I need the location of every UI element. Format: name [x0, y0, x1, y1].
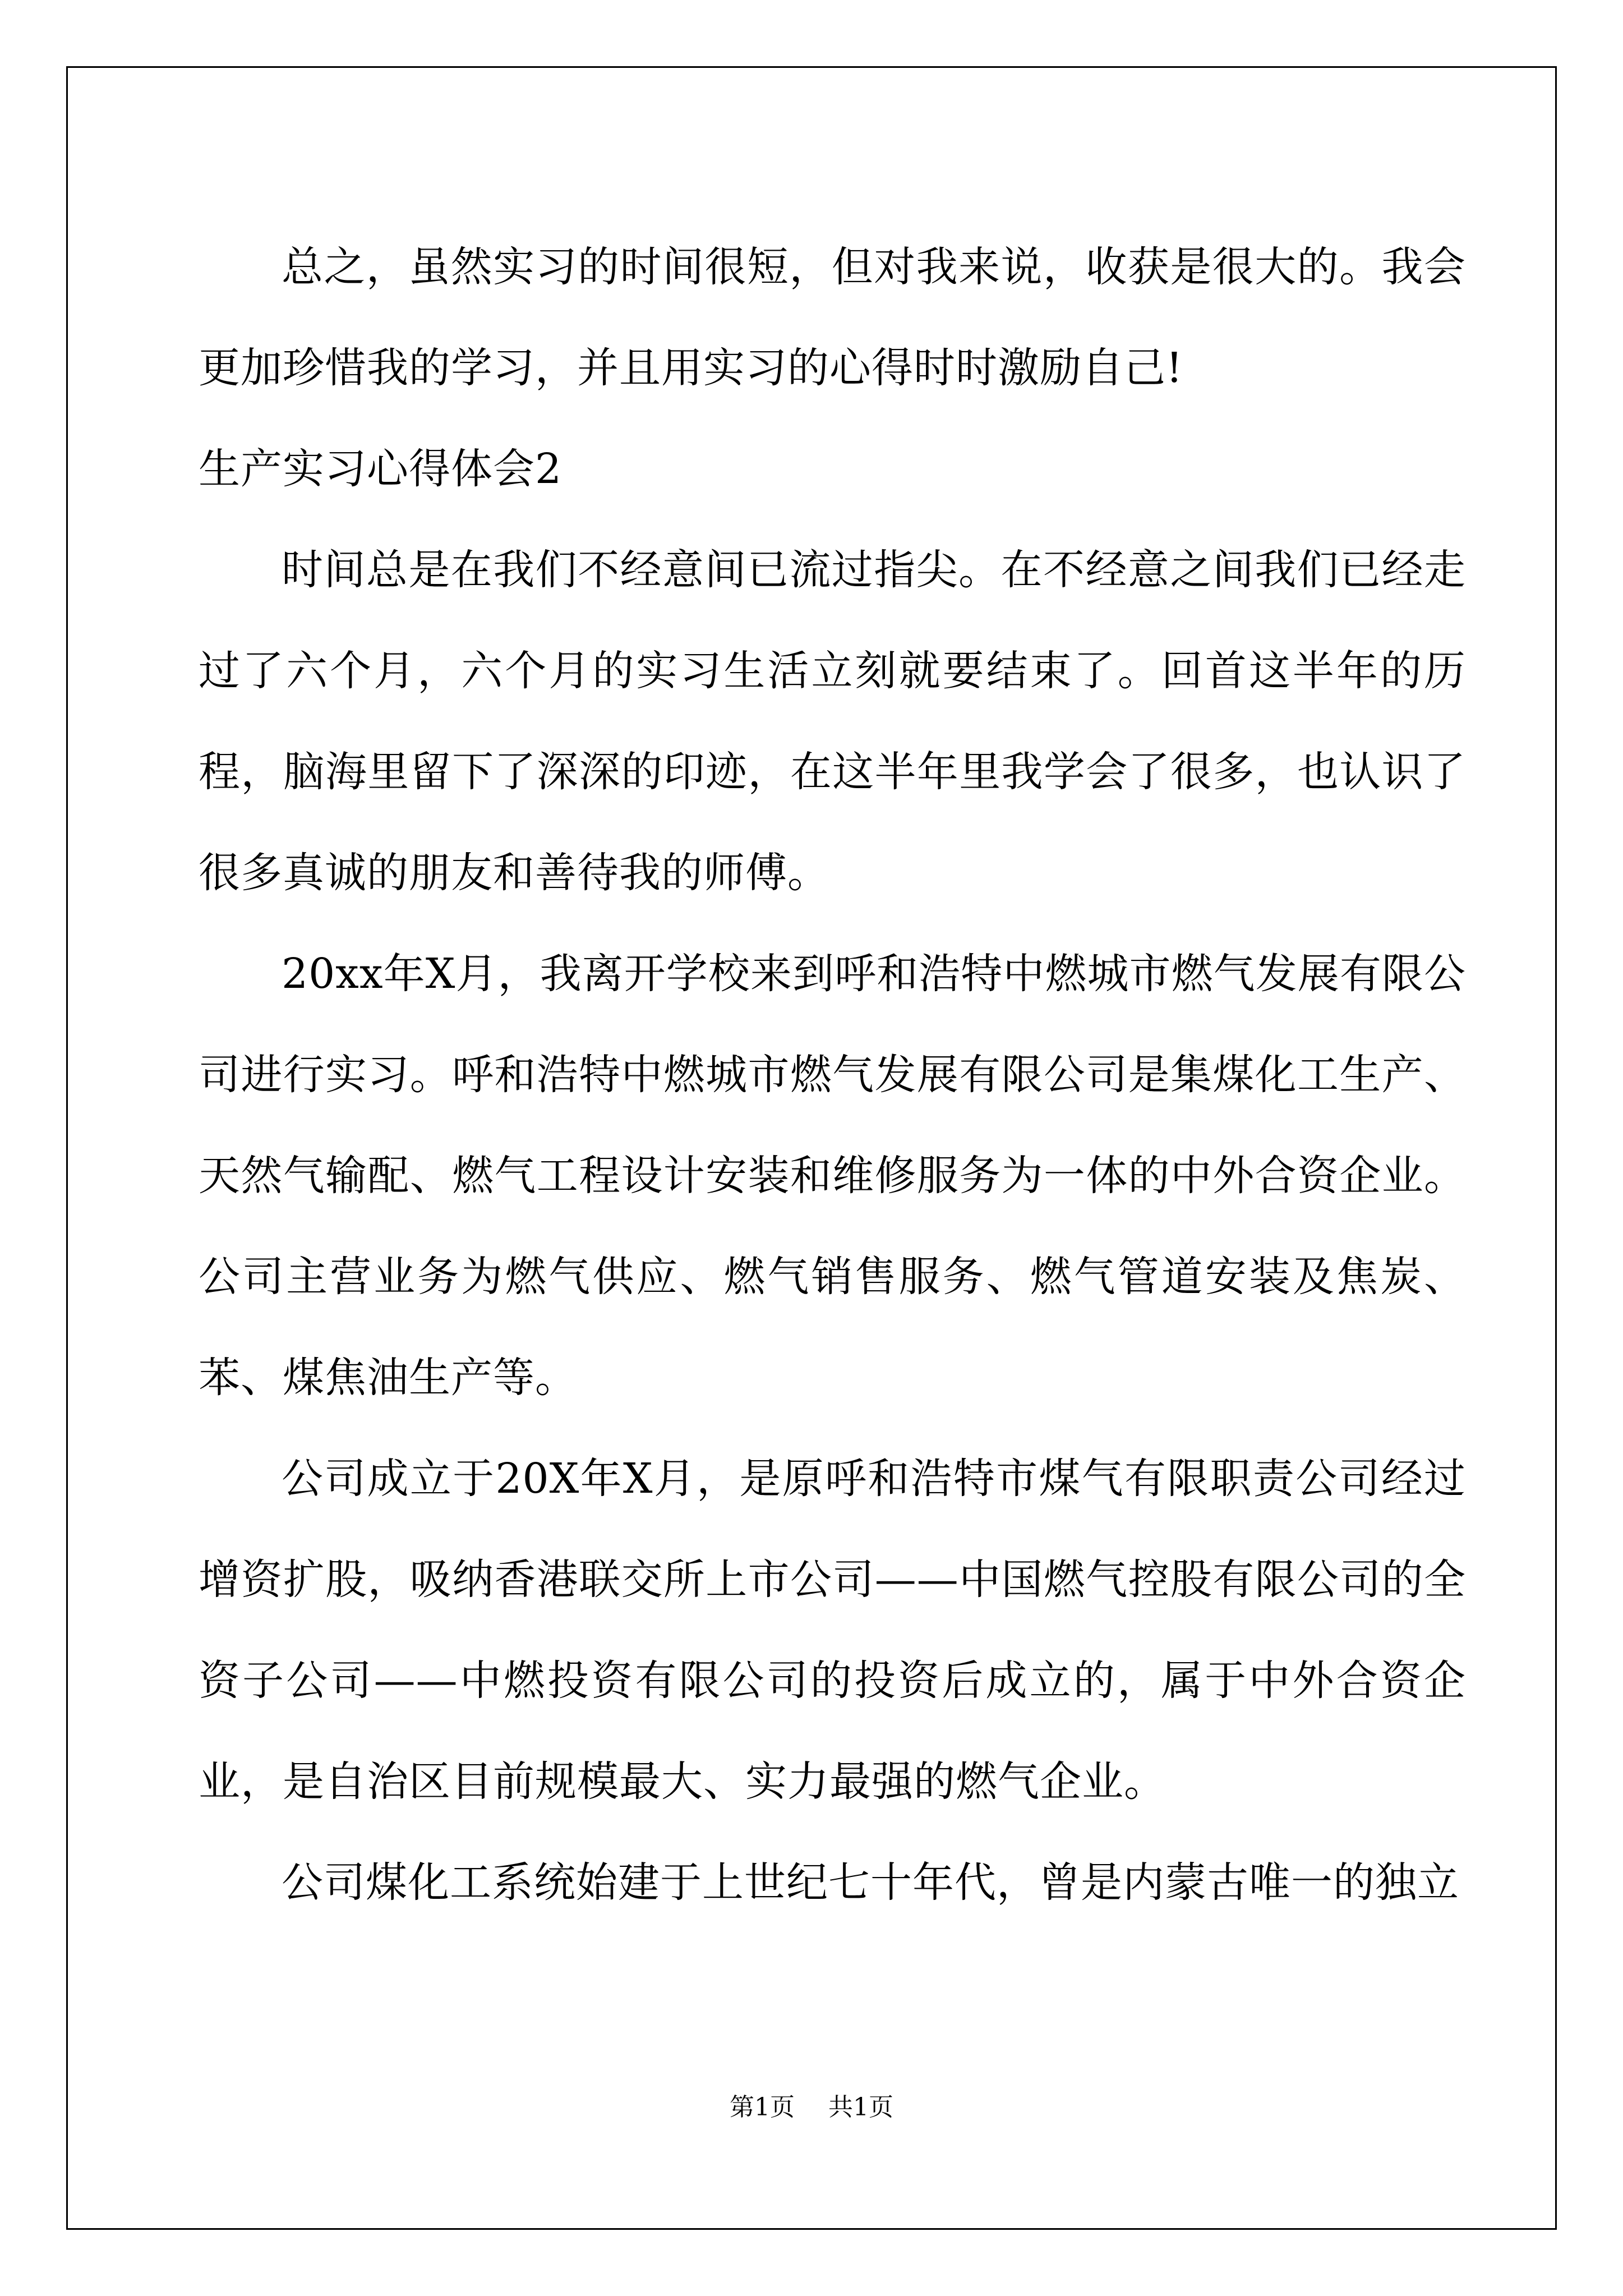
page-footer — [0, 2087, 1623, 2123]
section-heading: 生产实习心得体会2 — [199, 445, 562, 493]
page-number: 第1页 — [730, 2093, 795, 2122]
document-body — [199, 217, 1466, 1933]
paragraph-2: 时间总是在我们不经意间已流过指尖。在不经意之间我们已经走过了六个月，六个月的实习生活立刻就要结束了。回首这半年的历程，脑海里留下了深深的印迹，在这半年里我学会了很多，也认识了很多真诚的朋友和善待我的师傅。 — [199, 546, 1466, 897]
paragraph-1: 总之，虽然实习的时间很短，但对我来说，收获是很大的。我会更加珍惜我的学习，并且用实习的心得时时激励自己! — [199, 243, 1466, 392]
paragraph-5: 公司煤化工系统始建于上世纪七十年代，曾是内蒙古唯一的独立 — [282, 1858, 1459, 1907]
paragraph-3: 20xx年X月，我离开学校来到呼和浩特中燃城市燃气发展有限公司进行实习。呼和浩特中燃城市燃气发展有限公司是集煤化工生产、天然气输配、燃气工程设计安装和维修服务为一体的中外合资企业。公司主营业务为燃气供应、燃气销售服务、燃气管道安装及焦炭、苯、煤焦油生产等。 — [199, 950, 1466, 1402]
paragraph-4: 公司成立于20X年X月，是原呼和浩特市煤气有限职责公司经过增资扩股，吸纳香港联交所上市公司——中国燃气控股有限公司的全资子公司——中燃投资有限公司的投资后成立的，属于中外合资企业，是自治区目前规模最大、实力最强的燃气企业。 — [199, 1455, 1466, 1806]
page-total: 共1页 — [828, 2093, 893, 2122]
